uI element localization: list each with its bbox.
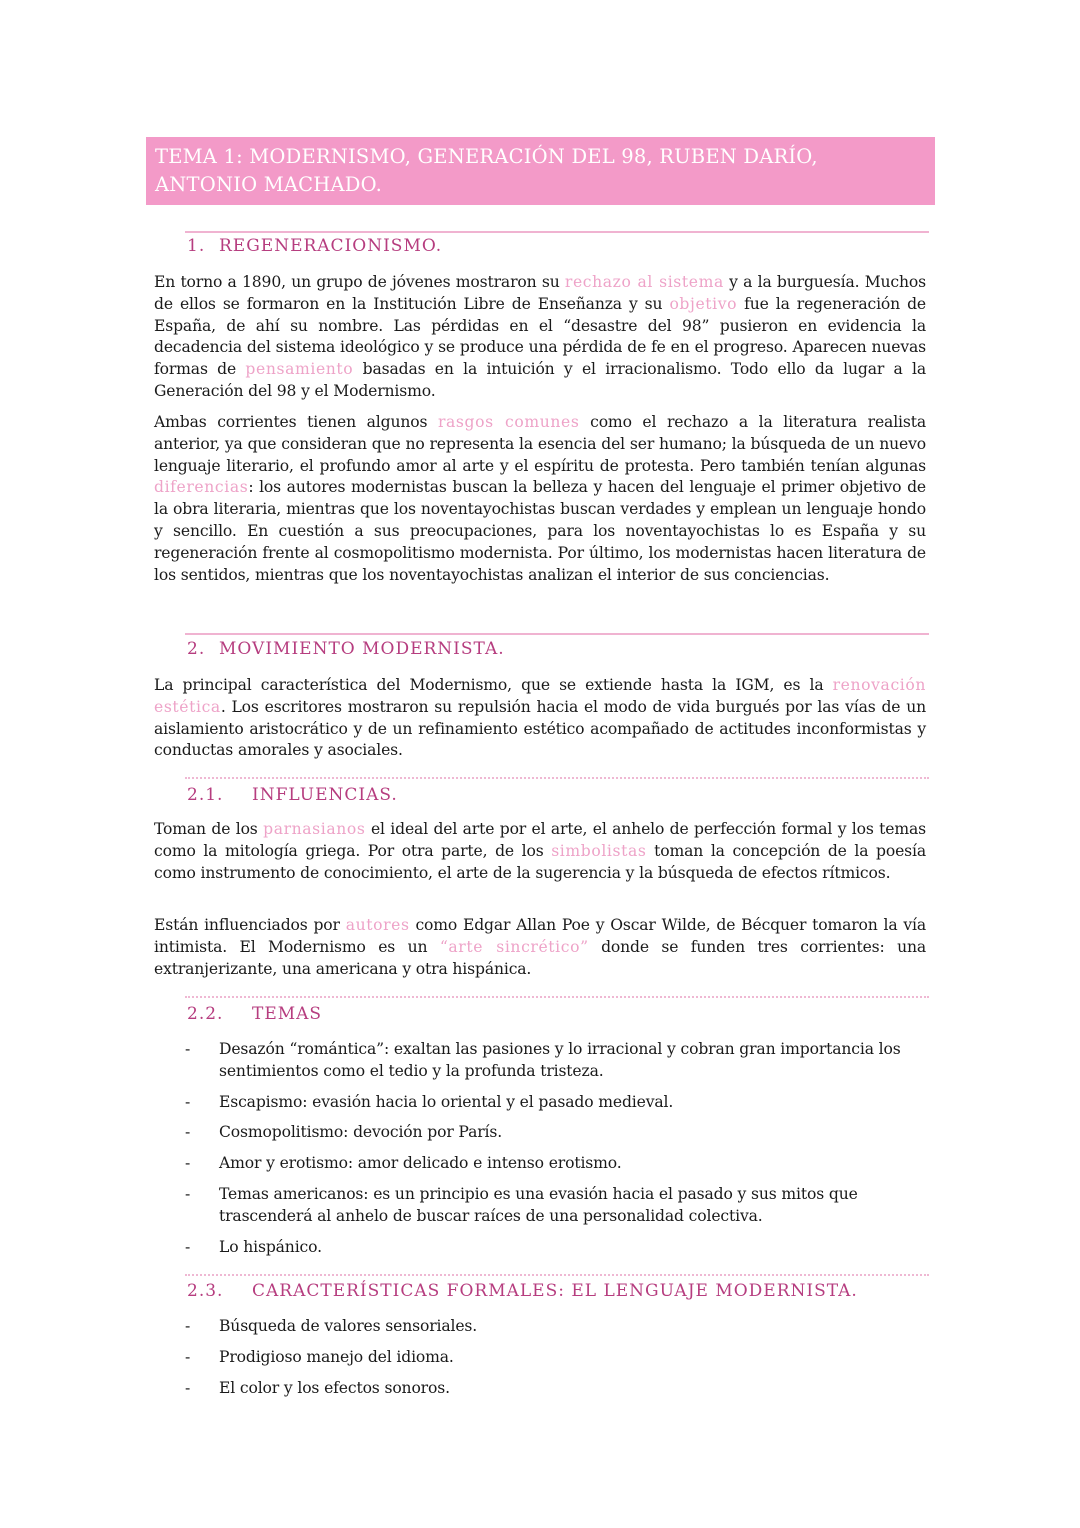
list-item: - Amor y erotismo: amor delicado e intenso erotismo. xyxy=(184,1153,929,1175)
text-run: En torno a 1890, un grupo de jóvenes mostraron su xyxy=(154,273,565,291)
text-run: Toman de los xyxy=(154,820,264,838)
section-title: INFLUENCIAS. xyxy=(252,785,398,805)
section-number: 1. xyxy=(187,236,206,256)
highlight-term: diferencias xyxy=(154,478,249,497)
paragraph-movimiento-modernista xyxy=(154,675,926,762)
list-item: - Desazón “romántica”: exaltan las pasiones y lo irracional y cobran gran importancia los sentimientos como el tedio y la profunda tristeza. xyxy=(184,1039,929,1083)
highlight-term: objetivo xyxy=(669,294,738,313)
paragraph-influencias-2 xyxy=(154,915,926,980)
section-heading-movimiento-modernista xyxy=(187,639,505,659)
text-run: basadas en la intuición y el irracionalismo. Todo ello da lugar a la Generación del 98 y el Modernismo. xyxy=(154,360,926,400)
highlight-term: “arte sincrético” xyxy=(439,937,589,956)
highlight-term: rasgos comunes xyxy=(437,413,580,431)
text-run: y a la burguesía. Muchos de ellos se formaron en la Institución Libre de Enseñanza y su xyxy=(154,273,926,313)
text-run: Están influenciados por xyxy=(154,916,346,934)
subsection-heading-temas xyxy=(187,1004,322,1024)
list-item: - Cosmopolitismo: devoción por París. xyxy=(184,1122,929,1144)
highlight-term: rechazo al sistema xyxy=(564,273,724,291)
section-title: REGENERACIONISMO. xyxy=(219,236,443,256)
section-title: CARACTERÍSTICAS FORMALES: EL LENGUAJE MODERNISTA. xyxy=(252,1281,858,1301)
text-run: toman la concepción de la poesía como instrumento de conocimiento, el arte de la sugerencia y la búsqueda de efectos rítmicos. xyxy=(154,841,927,882)
highlight-term: pensamiento xyxy=(245,360,354,379)
list-item: - Prodigioso manejo del idioma. xyxy=(184,1347,929,1369)
text-run: como el rechazo a la literatura realista anterior, ya que consideran que no representa la esencia del ser humano; la búsqueda de un nuevo lenguaje literario, el profundo amor al arte y el espíritu de protesta. Pero también tenían algunas xyxy=(154,413,926,475)
text-run: : los autores modernistas buscan la belleza y hacen del lenguaje el primer objetivo de la obra literaria, mientras que los noventayochistas buscan verdades y emplean un lenguaje hondo y sencillo. En cuestión a sus preocupaciones, para los noventayochistas lo es España y su regeneración frente al cosmopolitismo modernista. Por último, los modernistas hacen literatura de los sentidos, mientras que los noventayochistas analizan el interior de sus conciencias. xyxy=(154,478,926,584)
section-number: 2.3. xyxy=(187,1281,224,1301)
caracteristicas-list xyxy=(184,1316,929,1408)
list-item: - Búsqueda de valores sensoriales. xyxy=(184,1316,929,1338)
subsection-divider xyxy=(185,996,929,998)
section-number: 2. xyxy=(187,639,206,659)
text-run: fue la regeneración de España, de ahí su nombre. Las pérdidas en el “desastre del 98” pusieron en evidencia la decadencia del sistema ideológico y se produce una pérdida de fe en el progreso. Aparecen nuevas formas de xyxy=(154,294,926,379)
document-title: TEMA 1: MODERNISMO, GENERACIÓN DEL 98, RUBEN DARÍO, ANTONIO MACHADO. xyxy=(146,137,935,205)
section-number: 2.1. xyxy=(187,785,224,805)
paragraph-regeneracionismo-2 xyxy=(154,412,926,586)
text-run: el ideal del arte por el arte, el anhelo de perfección formal y los temas como la mitología griega. Por otra parte, de los xyxy=(154,820,926,860)
text-run: . Los escritores mostraron su repulsión hacia el modo de vida burgués por las vías de un aislamiento aristocrático y de un refinamiento estético acompañado de actitudes inconformistas y conductas amorales y asociales. xyxy=(154,697,926,760)
section-heading-regeneracionismo xyxy=(187,236,442,256)
list-item: - Temas americanos: es un principio es una evasión hacia el pasado y sus mitos que trascenderá al anhelo de buscar raíces de una personalidad colectiva. xyxy=(184,1184,929,1228)
text-run: Ambas corrientes tienen algunos xyxy=(154,413,438,431)
list-item: - Lo hispánico. xyxy=(184,1237,929,1259)
subsection-divider xyxy=(185,777,929,779)
section-divider xyxy=(185,633,929,635)
highlight-term: renovación estética xyxy=(154,676,926,716)
paragraph-regeneracionismo-1 xyxy=(154,272,926,403)
highlight-term: simbolistas xyxy=(551,841,647,860)
list-item: - El color y los efectos sonoros. xyxy=(184,1378,929,1400)
text-run: donde se funden tres corrientes: una extranjerizante, una americana y otra hispánica. xyxy=(154,937,926,978)
highlight-term: autores xyxy=(345,916,410,934)
section-number: 2.2. xyxy=(187,1004,224,1024)
section-title: TEMAS xyxy=(252,1004,323,1024)
section-divider xyxy=(185,231,929,233)
text-run: La principal característica del Modernismo, que se extiende hasta la IGM, es la xyxy=(154,676,833,694)
section-title: MOVIMIENTO MODERNISTA. xyxy=(219,639,505,659)
highlight-term: parnasianos xyxy=(263,820,366,838)
text-run: como Edgar Allan Poe y Oscar Wilde, de Bécquer tomaron la vía intimista. El Modernismo es un xyxy=(154,916,926,956)
paragraph-influencias-1 xyxy=(154,819,926,884)
subsection-heading-influencias xyxy=(187,785,398,805)
list-item: - Escapismo: evasión hacia lo oriental y el pasado medieval. xyxy=(184,1092,929,1114)
temas-list xyxy=(184,1039,929,1267)
subsection-divider xyxy=(185,1274,929,1276)
subsection-heading-caracteristicas-formales xyxy=(187,1281,858,1301)
